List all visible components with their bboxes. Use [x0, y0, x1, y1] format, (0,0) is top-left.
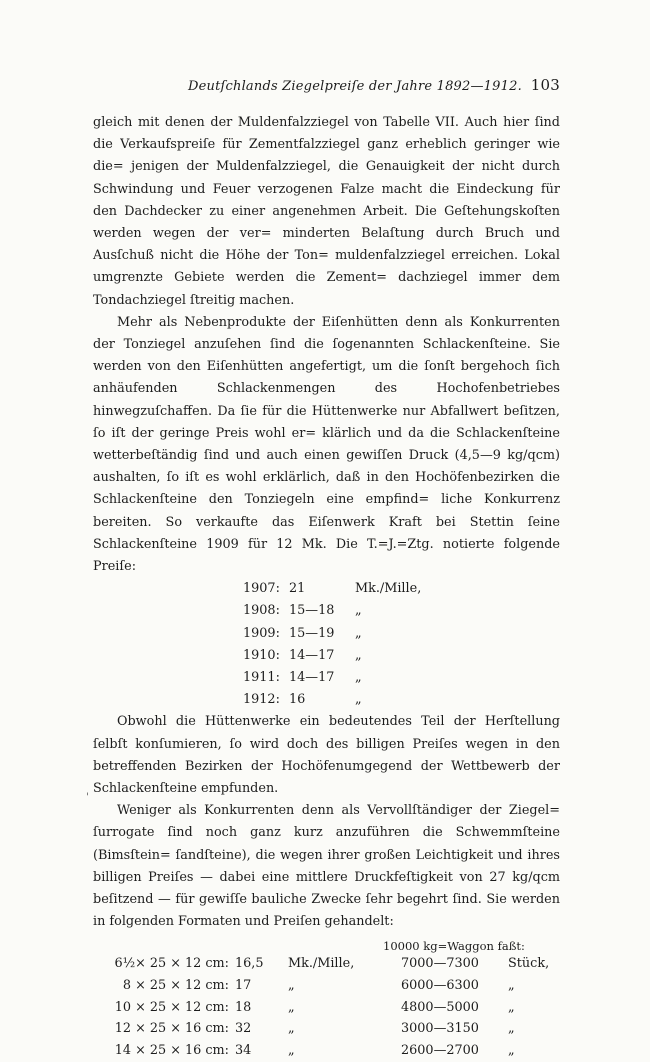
- page-body: [93, 112, 560, 1061]
- format-table-schwemmsteine: [93, 933, 560, 1061]
- price-cell: 21: [289, 581, 306, 597]
- count-unit-cell: „: [508, 1042, 515, 1058]
- format-cell: 8 × 25 × 12 cm:: [122, 978, 229, 994]
- price-cell: 34: [235, 1042, 252, 1058]
- unit-cell: „: [288, 999, 295, 1015]
- count-unit-cell: „: [508, 978, 515, 994]
- count-cell: 6000—6300: [401, 978, 479, 994]
- format-cell: 6½× 25 × 12 cm:: [114, 956, 229, 972]
- unit-cell: „: [355, 625, 362, 641]
- count-cell: 3000—3150: [401, 1021, 479, 1037]
- count-cell: 4800—5000: [401, 999, 479, 1015]
- format-cell: 14 × 25 × 16 cm:: [114, 1042, 229, 1058]
- unit-cell: „: [355, 647, 362, 663]
- price-cell: 15—19: [289, 625, 335, 641]
- table-row: [93, 997, 560, 1019]
- waggon-caption: 10000 kg=Waggon faßt:: [383, 939, 525, 954]
- margin-mark: ': [86, 792, 89, 803]
- year-cell: 1908:: [243, 603, 280, 619]
- count-unit-cell: Stück,: [508, 956, 550, 972]
- price-cell: 32: [235, 1021, 252, 1037]
- table-row: [93, 1018, 560, 1040]
- unit-cell: „: [288, 1021, 295, 1037]
- table-row: [93, 578, 560, 600]
- unit-cell: „: [288, 978, 295, 994]
- price-cell: 15—18: [289, 603, 335, 619]
- page-number: 103: [530, 76, 560, 94]
- unit-cell: Mk./Mille,: [288, 956, 355, 972]
- table-row: [93, 623, 560, 645]
- year-cell: 1912:: [243, 692, 280, 708]
- price-cell: 17: [235, 978, 252, 994]
- format-cell: 10 × 25 × 12 cm:: [114, 999, 229, 1015]
- table-row: [93, 600, 560, 622]
- year-cell: 1911:: [243, 670, 280, 686]
- format-cell: 12 × 25 × 16 cm:: [114, 1021, 229, 1037]
- unit-cell: „: [355, 603, 362, 619]
- page-header: [96, 76, 560, 98]
- price-cell: 18: [235, 999, 252, 1015]
- paragraph-schwemmsteine: Weniger als Konkurrenten denn als Vervollſtändiger der Ziegel= ſurrogate ſind noch ganz kurz anzuführen die Schwemmſteine (Bimsſtein= ſandſteine), die wegen ihrer großen Leichtigkeit und ihres billigen Preiſes — dabei eine mittlere Druckfeſtigkeit von 27 kg/qcm beſitzend — für gewiſſe bauliche Zwecke ſehr begehrt ſind. Sie werden in folgenden Formaten und Preiſen gehandelt:: [93, 803, 560, 930]
- price-cell: 14—17: [289, 647, 335, 663]
- table-row: [93, 667, 560, 689]
- table-caption: [93, 933, 560, 953]
- unit-cell: „: [355, 692, 362, 708]
- unit-cell: „: [288, 1042, 295, 1058]
- price-table-schlackensteine: [93, 578, 560, 711]
- count-unit-cell: „: [508, 999, 515, 1015]
- year-cell: 1910:: [243, 647, 280, 663]
- price-cell: 14—17: [289, 670, 335, 686]
- table-row: [93, 645, 560, 667]
- price-cell: 16: [289, 692, 306, 708]
- table-row: [93, 689, 560, 711]
- count-cell: 7000—7300: [401, 956, 479, 972]
- year-cell: 1909:: [243, 625, 280, 641]
- running-title: Deutſchlands Ziegelpreiſe der Jahre 1892—1912.: [188, 79, 522, 94]
- price-cell: 16,5: [235, 956, 264, 972]
- count-unit-cell: „: [508, 1021, 515, 1037]
- paragraph-huettenwerke: Obwohl die Hüttenwerke ein bedeutendes Teil der Herſtellung ſelbſt konſumieren, ſo wird doch des billigen Preiſes wegen in den betreffenden Bezirken der Hochöfenumgegend der Wettbewerb der Schlackenſteine empfunden.: [93, 714, 560, 796]
- paragraph-schlackensteine: Mehr als Nebenprodukte der Eiſenhütten denn als Konkurrenten der Tonziegel anzuſehen ſind die ſogenannten Schlackenſteine. Sie werden von den Eiſenhütten angefertigt, um die ſonſt bergehoch ſich anhäufenden Schlackenmengen des Hochofenbetriebes hinwegzuſchaffen. Da ſie für die Hüttenwerke nur Abfallwert beſitzen, ſo iſt der geringe Preis wohl er= klärlich und da die Schlackenſteine wetterbeſtändig ſind und auch einen gewiſſen Druck (4,5—9 kg/qcm) aushalten, ſo iſt es wohl erklärlich, daß in den Hochöfenbezirken die Schlackenſteine den Tonziegeln eine empfind= liche Konkurrenz bereiten. So verkaufte das Eiſenwerk Kraft bei Stettin ſeine Schlackenſteine 1909 für 12 Mk. Die T.=J.=Ztg. notierte folgende Preiſe:: [93, 314, 560, 575]
- count-cell: 2600—2700: [401, 1042, 479, 1058]
- paragraph-zementfalzziegel: gleich mit denen der Muldenfalzziegel von Tabelle VII. Auch hier ſind die Verkaufspreiſe für Zementfalzziegel ganz erheblich geringer wie die= jenigen der Muldenfalzziegel, die Genauigkeit der nicht durch Schwindung und Feuer verzogenen Falze macht die Eindeckung für den Dachdecker zu einer angenehmen Arbeit. Die Geſtehungskoſten werden wegen der ver= minderten Belaſtung durch Bruch und Ausſchuß nicht die Höhe der Ton= muldenfalzziegel erreichen. Lokal umgrenzte Gebiete werden die Zement= dachziegel immer dem Tondachziegel ſtreitig machen.: [93, 115, 560, 308]
- unit-cell: „: [355, 670, 362, 686]
- table-row: [93, 953, 560, 975]
- year-cell: 1907:: [243, 581, 280, 597]
- unit-cell: Mk./Mille,: [355, 581, 422, 597]
- table-row: [93, 1040, 560, 1062]
